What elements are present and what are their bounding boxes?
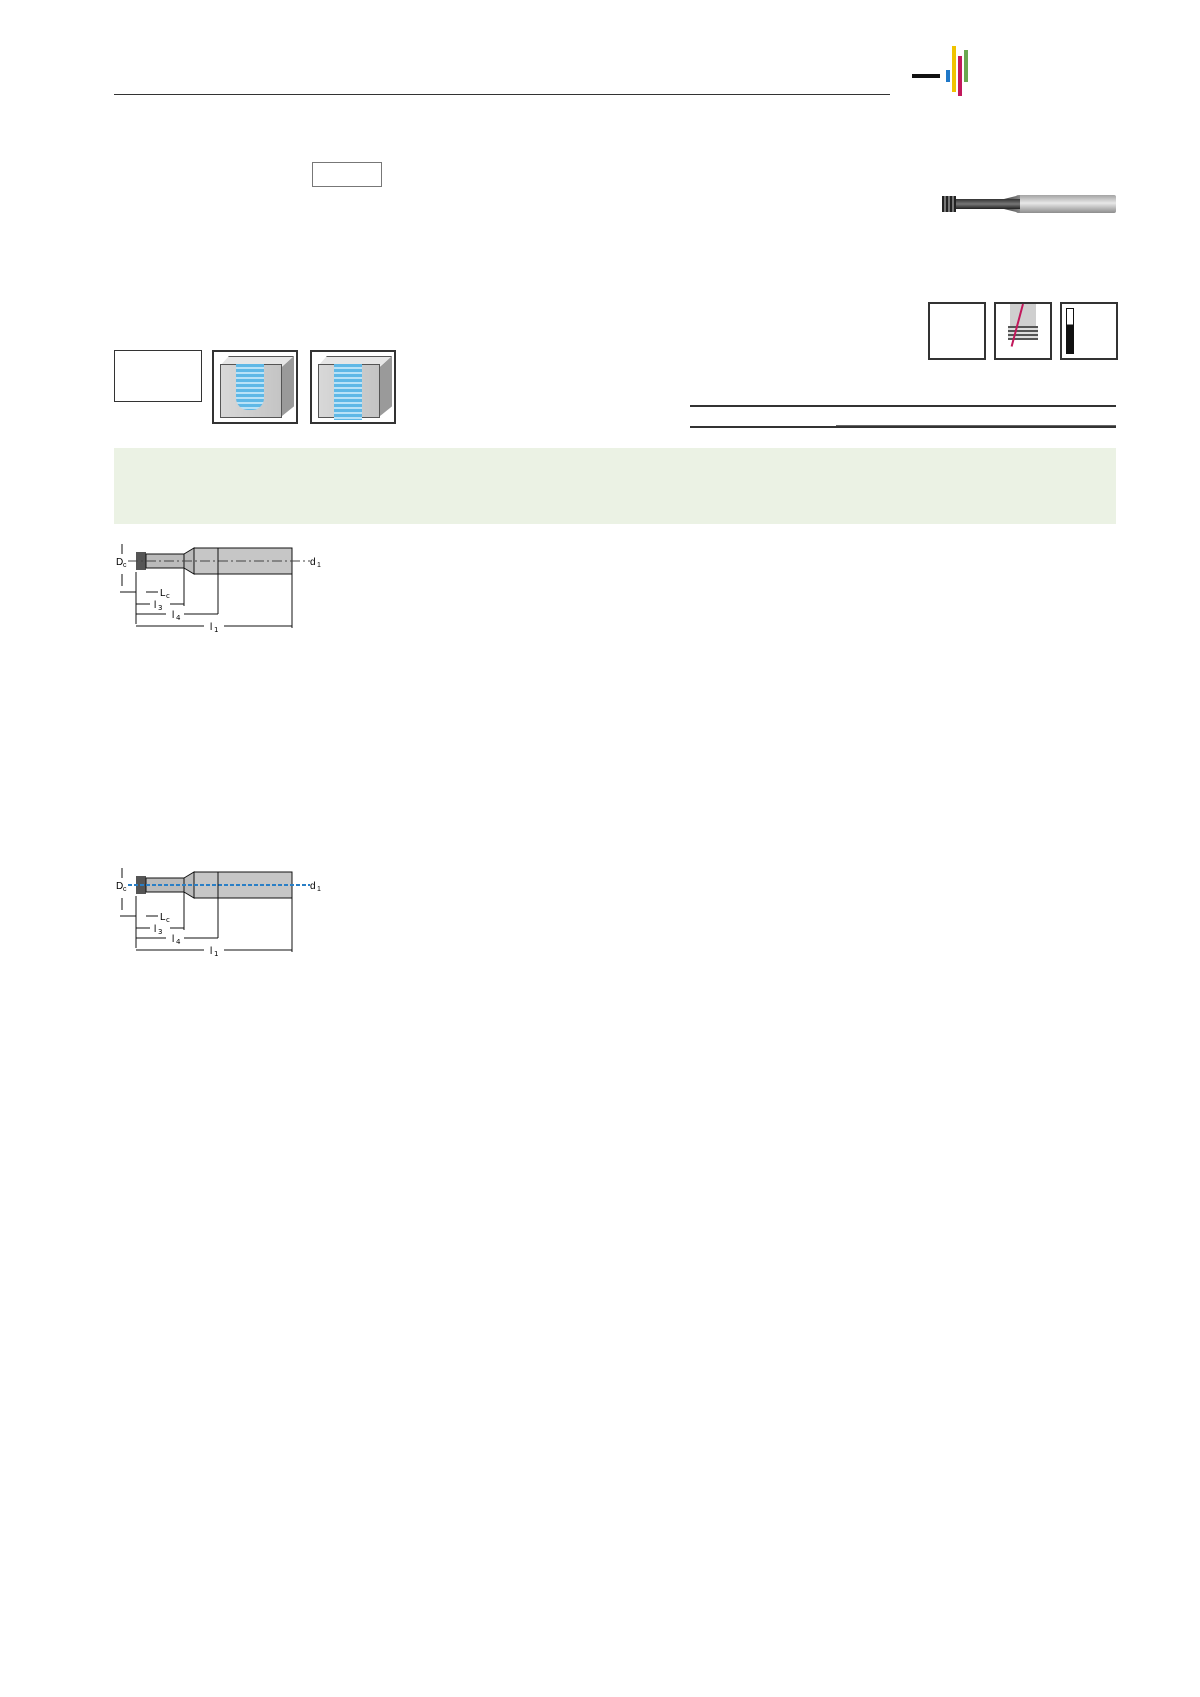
product-photo — [942, 193, 1116, 215]
rating-o — [1076, 406, 1116, 426]
logo-bar-green — [964, 50, 968, 82]
svg-text:4: 4 — [176, 938, 181, 946]
helix-angle-icon — [994, 302, 1052, 360]
grid-rule — [690, 426, 1116, 428]
svg-text:l: l — [154, 924, 157, 935]
svg-text:4: 4 — [176, 614, 181, 622]
logo-dash — [912, 74, 940, 78]
logo-bar-blue — [946, 70, 950, 82]
svg-text:1: 1 — [317, 562, 321, 569]
material-p — [836, 382, 876, 404]
rating-m — [876, 406, 916, 426]
material-m — [876, 382, 916, 404]
svg-text:d: d — [310, 881, 316, 892]
header-rule — [114, 94, 890, 95]
svg-text:c: c — [123, 562, 127, 569]
material-n — [956, 382, 996, 404]
thread-depth-icon — [928, 302, 986, 360]
logo-bar-yellow — [952, 46, 956, 92]
svg-text:1: 1 — [317, 886, 321, 893]
svg-text:D: D — [116, 881, 124, 892]
rating-k — [916, 406, 956, 426]
svg-text:d: d — [310, 557, 316, 568]
grid-rule — [690, 405, 1116, 407]
material-h — [1036, 382, 1076, 404]
rating-h — [1036, 406, 1076, 426]
tool-drawing-coolant — [114, 860, 334, 960]
cutting-head — [942, 196, 956, 212]
svg-text:l: l — [172, 934, 175, 945]
thread-graphic — [236, 364, 264, 410]
material-s — [996, 382, 1036, 404]
svg-text:l: l — [210, 946, 213, 957]
logo-bar-red — [958, 56, 962, 96]
material-k — [916, 382, 956, 404]
svg-text:l: l — [210, 622, 213, 633]
svg-text:3: 3 — [158, 604, 163, 612]
shank — [1016, 195, 1116, 213]
svg-text:L: L — [160, 912, 166, 923]
svg-text:c: c — [166, 592, 170, 600]
neck — [954, 199, 1020, 209]
block-side — [282, 356, 294, 416]
col-grade — [1086, 454, 1114, 520]
svg-text:3: 3 — [158, 928, 163, 936]
through-hole-icon — [310, 350, 396, 424]
svg-text:c: c — [166, 916, 170, 924]
blind-hole-icon — [212, 350, 298, 424]
svg-text:L: L — [160, 588, 166, 599]
block-side — [380, 356, 392, 416]
tool-drawing-standard — [114, 536, 334, 636]
thread-standard-badge — [114, 350, 202, 402]
rating-p — [836, 406, 876, 426]
walter-logo — [912, 44, 1117, 96]
hardness-scale — [1066, 308, 1074, 354]
thread-graphic — [334, 364, 362, 420]
table-header — [114, 448, 1116, 524]
svg-text:l: l — [172, 610, 175, 621]
svg-text:c: c — [123, 886, 127, 893]
unit-badge — [312, 162, 382, 187]
rating-s — [996, 406, 1036, 426]
svg-text:1: 1 — [214, 950, 219, 958]
material-o — [1076, 382, 1116, 404]
svg-text:1: 1 — [214, 626, 219, 634]
svg-text:D: D — [116, 557, 124, 568]
svg-text:l: l — [154, 600, 157, 611]
hardness-icon — [1060, 302, 1118, 360]
rating-n — [956, 406, 996, 426]
